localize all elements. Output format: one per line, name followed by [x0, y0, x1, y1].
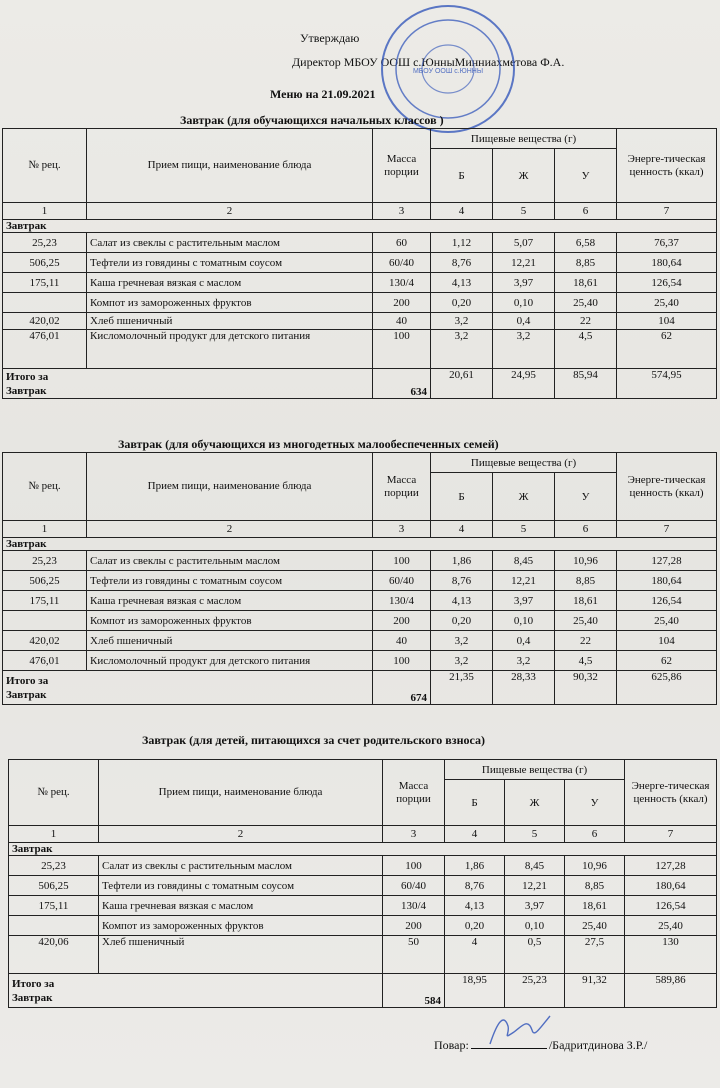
table-row — [3, 330, 717, 369]
col-header-b: Б — [431, 149, 493, 203]
menu-date: Меню на 21.09.2021 — [270, 87, 376, 101]
carbs: 22 — [555, 631, 617, 651]
fat: 3,2 — [493, 330, 555, 369]
fat: 0,10 — [505, 916, 565, 936]
col-header-energy: Энерге-тическая ценность (ккал) — [617, 453, 717, 521]
dish-name: Компот из замороженных фруктов — [87, 293, 373, 313]
carbs: 6,58 — [555, 233, 617, 253]
table-row — [3, 233, 717, 253]
recipe-num: 506,25 — [3, 253, 87, 273]
table-row — [9, 936, 717, 974]
meal-label: Завтрак — [3, 538, 717, 551]
total-label — [9, 974, 383, 1008]
total-label — [3, 671, 373, 705]
table-row — [3, 571, 717, 591]
total-label-line1: Итого за — [12, 977, 55, 990]
table-row — [9, 876, 717, 896]
dish-name: Салат из свеклы с растительным маслом — [99, 856, 383, 876]
energy: 25,40 — [625, 916, 717, 936]
col-header-u: У — [555, 149, 617, 203]
fat: 0,5 — [505, 936, 565, 974]
table-row — [3, 253, 717, 273]
dish-name: Хлеб пшеничный — [99, 936, 383, 974]
carbs: 8,85 — [565, 876, 625, 896]
col-header-num: № рец. — [9, 760, 99, 826]
col-number: 2 — [99, 826, 383, 843]
total-mass: 634 — [373, 369, 431, 399]
total-label-line1: Итого за — [6, 370, 49, 383]
director-name: Минниахметова Ф.А. — [454, 55, 565, 69]
dish-name: Кисломолочный продукт для детского питания — [87, 330, 373, 369]
energy: 25,40 — [617, 611, 717, 631]
col-number: 1 — [3, 521, 87, 538]
col-number: 1 — [3, 203, 87, 220]
dish-name: Хлеб пшеничный — [87, 313, 373, 330]
portion-mass: 100 — [383, 856, 445, 876]
col-header-name: Прием пищи, наименование блюда — [87, 453, 373, 521]
protein: 3,2 — [431, 330, 493, 369]
carbs: 18,61 — [565, 896, 625, 916]
energy: 180,64 — [617, 253, 717, 273]
menu-table-2 — [2, 452, 717, 705]
col-number: 7 — [617, 203, 717, 220]
col-number: 6 — [555, 203, 617, 220]
portion-mass: 60/40 — [373, 253, 431, 273]
portion-mass: 130/4 — [373, 591, 431, 611]
col-header-energy: Энерге-тическая ценность (ккал) — [625, 760, 717, 826]
carbs: 18,61 — [555, 591, 617, 611]
carbs: 10,96 — [555, 551, 617, 571]
dish-name: Салат из свеклы с растительным маслом — [87, 551, 373, 571]
total-protein: 20,61 — [431, 369, 493, 399]
col-number: 7 — [617, 521, 717, 538]
section-title-3: Завтрак (для детей, питающихся за счет родительского взноса) — [142, 733, 485, 747]
signature-line — [471, 1048, 547, 1049]
total-row — [3, 369, 717, 399]
carbs: 22 — [555, 313, 617, 330]
col-header-num: № рец. — [3, 129, 87, 203]
portion-mass: 100 — [373, 651, 431, 671]
fat: 0,10 — [493, 611, 555, 631]
energy: 126,54 — [617, 273, 717, 293]
dish-name: Каша гречневая вязкая с маслом — [87, 591, 373, 611]
total-label-line2: Завтрак — [6, 688, 47, 701]
recipe-num: 25,23 — [9, 856, 99, 876]
recipe-num: 175,11 — [3, 591, 87, 611]
director-title: Директор МБОУ ООШ с.Юнны — [292, 55, 455, 69]
col-number: 6 — [565, 826, 625, 843]
total-protein: 18,95 — [445, 974, 505, 1008]
dish-name: Каша гречневая вязкая с маслом — [99, 896, 383, 916]
col-number: 6 — [555, 521, 617, 538]
table-row — [9, 896, 717, 916]
recipe-num: 506,25 — [3, 571, 87, 591]
col-header-num: № рец. — [3, 453, 87, 521]
portion-mass: 40 — [373, 313, 431, 330]
protein: 1,86 — [431, 551, 493, 571]
table-row — [3, 293, 717, 313]
protein: 4 — [445, 936, 505, 974]
recipe-num: 420,02 — [3, 313, 87, 330]
total-fat: 24,95 — [493, 369, 555, 399]
meal-label: Завтрак — [3, 220, 717, 233]
col-number: 4 — [431, 203, 493, 220]
fat: 0,4 — [493, 313, 555, 330]
table-row — [3, 273, 717, 293]
energy: 62 — [617, 651, 717, 671]
carbs: 18,61 — [555, 273, 617, 293]
table-row — [3, 651, 717, 671]
col-number: 5 — [493, 521, 555, 538]
total-label-line2: Завтрак — [6, 384, 47, 397]
col-header-u: У — [555, 473, 617, 521]
carbs: 4,5 — [555, 330, 617, 369]
fat: 3,97 — [493, 591, 555, 611]
col-number: 2 — [87, 521, 373, 538]
fat: 0,4 — [493, 631, 555, 651]
portion-mass: 60 — [373, 233, 431, 253]
total-mass: 674 — [373, 671, 431, 705]
col-header-energy: Энерге-тическая ценность (ккал) — [617, 129, 717, 203]
total-carbs: 91,32 — [565, 974, 625, 1008]
total-label-line2: Завтрак — [12, 991, 53, 1004]
portion-mass: 130/4 — [373, 273, 431, 293]
protein: 8,76 — [431, 253, 493, 273]
meal-label: Завтрак — [9, 843, 717, 856]
energy: 76,37 — [617, 233, 717, 253]
col-header-b: Б — [445, 780, 505, 826]
total-carbs: 85,94 — [555, 369, 617, 399]
dish-name: Тефтели из говядины с томатным соусом — [99, 876, 383, 896]
energy: 127,28 — [625, 856, 717, 876]
col-number: 3 — [383, 826, 445, 843]
portion-mass: 50 — [383, 936, 445, 974]
total-row — [9, 974, 717, 1008]
energy: 126,54 — [625, 896, 717, 916]
col-number: 4 — [431, 521, 493, 538]
carbs: 27,5 — [565, 936, 625, 974]
table-row — [3, 631, 717, 651]
col-number: 5 — [505, 826, 565, 843]
col-header-zh: Ж — [493, 149, 555, 203]
table-row — [9, 916, 717, 936]
recipe-num: 420,06 — [9, 936, 99, 974]
col-number: 3 — [373, 203, 431, 220]
protein: 3,2 — [431, 313, 493, 330]
total-fat: 25,23 — [505, 974, 565, 1008]
total-protein: 21,35 — [431, 671, 493, 705]
col-header-nutrients: Пищевые вещества (г) — [431, 129, 617, 149]
cook-label: Повар: — [434, 1038, 469, 1052]
portion-mass: 60/40 — [373, 571, 431, 591]
menu-table-1 — [2, 128, 717, 399]
col-header-name: Прием пищи, наименование блюда — [87, 129, 373, 203]
col-number: 1 — [9, 826, 99, 843]
col-header-mass: Масса порции — [373, 453, 431, 521]
recipe-num: 476,01 — [3, 330, 87, 369]
fat: 3,97 — [493, 273, 555, 293]
total-energy: 574,95 — [617, 369, 717, 399]
carbs: 25,40 — [555, 611, 617, 631]
recipe-num — [3, 611, 87, 631]
dish-name: Кисломолочный продукт для детского питания — [87, 651, 373, 671]
recipe-num: 506,25 — [9, 876, 99, 896]
recipe-num: 25,23 — [3, 551, 87, 571]
fat: 8,45 — [493, 551, 555, 571]
energy: 180,64 — [617, 571, 717, 591]
portion-mass: 200 — [373, 611, 431, 631]
dish-name: Каша гречневая вязкая с маслом — [87, 273, 373, 293]
energy: 62 — [617, 330, 717, 369]
col-header-nutrients: Пищевые вещества (г) — [431, 453, 617, 473]
table-row — [3, 551, 717, 571]
portion-mass: 200 — [383, 916, 445, 936]
protein: 0,20 — [431, 611, 493, 631]
stamp-text: МБОУ ООШ с.ЮННЫ — [412, 68, 484, 75]
section-title-1: Завтрак (для обучающихся начальных классов ) — [180, 113, 444, 127]
energy: 180,64 — [625, 876, 717, 896]
protein: 4,13 — [445, 896, 505, 916]
portion-mass: 40 — [373, 631, 431, 651]
protein: 1,86 — [445, 856, 505, 876]
protein: 1,12 — [431, 233, 493, 253]
col-number: 5 — [493, 203, 555, 220]
protein: 4,13 — [431, 591, 493, 611]
portion-mass: 100 — [373, 551, 431, 571]
carbs: 10,96 — [565, 856, 625, 876]
carbs: 4,5 — [555, 651, 617, 671]
recipe-num: 175,11 — [3, 273, 87, 293]
col-header-u: У — [565, 780, 625, 826]
fat: 0,10 — [493, 293, 555, 313]
col-header-zh: Ж — [505, 780, 565, 826]
cook-line — [434, 1038, 647, 1053]
protein: 3,2 — [431, 651, 493, 671]
col-header-nutrients: Пищевые вещества (г) — [445, 760, 625, 780]
fat: 3,2 — [493, 651, 555, 671]
col-header-mass: Масса порции — [373, 129, 431, 203]
carbs: 8,85 — [555, 253, 617, 273]
protein: 8,76 — [431, 571, 493, 591]
recipe-num: 476,01 — [3, 651, 87, 671]
recipe-num: 175,11 — [9, 896, 99, 916]
protein: 0,20 — [445, 916, 505, 936]
portion-mass: 130/4 — [383, 896, 445, 916]
section-title-2: Завтрак (для обучающихся из многодетных малообеспеченных семей) — [118, 437, 499, 451]
cook-name: /Бадритдинова З.Р./ — [548, 1038, 648, 1052]
fat: 12,21 — [493, 571, 555, 591]
approve-label: Утверждаю — [300, 31, 360, 45]
total-carbs: 90,32 — [555, 671, 617, 705]
table-row — [9, 856, 717, 876]
dish-name: Компот из замороженных фруктов — [87, 611, 373, 631]
protein: 0,20 — [431, 293, 493, 313]
dish-name: Тефтели из говядины с томатным соусом — [87, 571, 373, 591]
dish-name: Тефтели из говядины с томатным соусом — [87, 253, 373, 273]
table-row — [3, 611, 717, 631]
total-row — [3, 671, 717, 705]
energy: 126,54 — [617, 591, 717, 611]
col-header-zh: Ж — [493, 473, 555, 521]
col-number: 4 — [445, 826, 505, 843]
col-header-b: Б — [431, 473, 493, 521]
fat: 8,45 — [505, 856, 565, 876]
total-fat: 28,33 — [493, 671, 555, 705]
portion-mass: 200 — [373, 293, 431, 313]
total-label — [3, 369, 373, 399]
protein: 8,76 — [445, 876, 505, 896]
col-number: 7 — [625, 826, 717, 843]
dish-name: Салат из свеклы с растительным маслом — [87, 233, 373, 253]
menu-table-3 — [8, 759, 717, 1008]
portion-mass: 60/40 — [383, 876, 445, 896]
table-row — [3, 313, 717, 330]
fat: 5,07 — [493, 233, 555, 253]
portion-mass: 100 — [373, 330, 431, 369]
recipe-num: 420,02 — [3, 631, 87, 651]
total-energy: 625,86 — [617, 671, 717, 705]
protein: 3,2 — [431, 631, 493, 651]
table-row — [3, 591, 717, 611]
col-number: 2 — [87, 203, 373, 220]
total-energy: 589,86 — [625, 974, 717, 1008]
carbs: 25,40 — [555, 293, 617, 313]
col-number: 3 — [373, 521, 431, 538]
recipe-num: 25,23 — [3, 233, 87, 253]
carbs: 8,85 — [555, 571, 617, 591]
col-header-mass: Масса порции — [383, 760, 445, 826]
energy: 104 — [617, 313, 717, 330]
fat: 3,97 — [505, 896, 565, 916]
total-mass: 584 — [383, 974, 445, 1008]
energy: 127,28 — [617, 551, 717, 571]
fat: 12,21 — [493, 253, 555, 273]
energy: 104 — [617, 631, 717, 651]
energy: 25,40 — [617, 293, 717, 313]
carbs: 25,40 — [565, 916, 625, 936]
dish-name: Компот из замороженных фруктов — [99, 916, 383, 936]
col-header-name: Прием пищи, наименование блюда — [99, 760, 383, 826]
protein: 4,13 — [431, 273, 493, 293]
recipe-num — [3, 293, 87, 313]
recipe-num — [9, 916, 99, 936]
energy: 130 — [625, 936, 717, 974]
dish-name: Хлеб пшеничный — [87, 631, 373, 651]
total-label-line1: Итого за — [6, 674, 49, 687]
fat: 12,21 — [505, 876, 565, 896]
